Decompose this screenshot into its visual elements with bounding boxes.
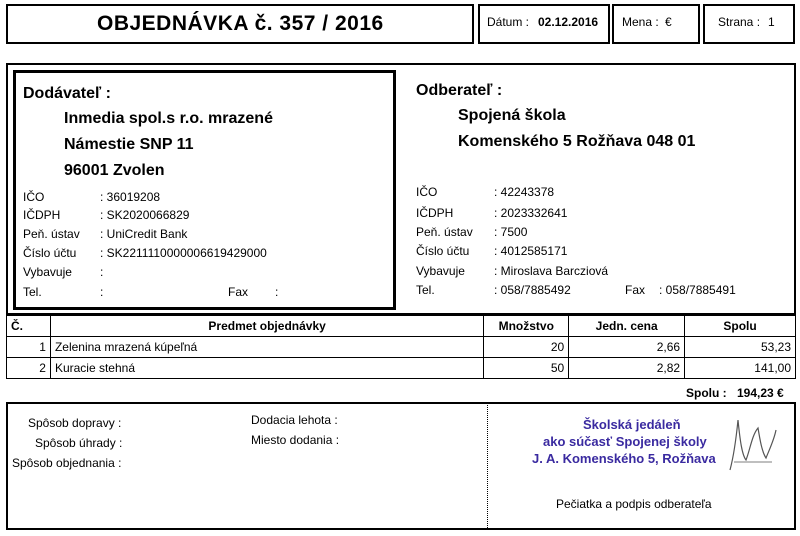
date-value: 02.12.2016 (538, 15, 599, 29)
customer-name: Spojená škola (458, 107, 566, 124)
row-quantity: 50 (484, 358, 569, 379)
customer-ico-value: : 42243378 (494, 185, 555, 199)
table-row (7, 358, 796, 379)
supplier-account-label: Číslo účtu (23, 246, 77, 260)
customer-fax-label: Fax (625, 283, 646, 297)
order-method-label: Spôsob objednania : (12, 456, 122, 470)
customer-account-value: : 4012585171 (494, 244, 568, 258)
row-item: Zelenina mrazená kúpeľná (50, 337, 483, 358)
table-row (7, 337, 796, 358)
customer-address: Komenského 5 Rožňava 048 01 (458, 133, 696, 150)
supplier-fax-label: Fax (228, 285, 249, 299)
sum-value: 194,23 € (737, 386, 784, 400)
supplier-city: 96001 Zvolen (64, 162, 165, 179)
date-label: Dátum : (487, 15, 530, 29)
customer-fax-value: : 058/7885491 (659, 283, 736, 297)
payment-label: Spôsob úhrady : (35, 436, 123, 450)
col-header-total: Spolu (685, 316, 796, 337)
supplier-contact-label: Vybavuje (23, 265, 72, 279)
supplier-tel-value: : (100, 285, 104, 299)
supplier-tel-label: Tel. (23, 285, 42, 299)
supplier-account-value: : SK2211110000006619429000 (100, 246, 267, 260)
supplier-fax-value: : (275, 285, 279, 299)
supplier-ico-value: : 36019208 (100, 190, 161, 204)
delivery-place-label: Miesto dodania : (251, 433, 340, 447)
customer-heading: Odberateľ : (416, 82, 503, 99)
supplier-icdph-value: : SK2020066829 (100, 208, 190, 222)
customer-ico-label: IČO (416, 185, 438, 199)
sum-label: Spolu : (686, 386, 727, 400)
customer-contact-label: Vybavuje (416, 264, 465, 278)
customer-tel-value: : 058/7885492 (494, 283, 571, 297)
col-header-quantity: Množstvo (484, 316, 569, 337)
customer-icdph-label: IČDPH (416, 206, 454, 220)
row-total: 53,23 (685, 337, 796, 358)
currency-value: € (665, 15, 672, 29)
currency-label: Mena : (622, 15, 659, 29)
supplier-bank-label: Peň. ústav (23, 227, 80, 241)
footer-divider (487, 402, 488, 530)
items-table (6, 315, 796, 379)
supplier-icdph-label: IČDPH (23, 208, 61, 222)
row-number: 2 (7, 358, 51, 379)
col-header-unit-price: Jedn. cena (569, 316, 685, 337)
customer-tel-label: Tel. (416, 283, 435, 297)
transport-label: Spôsob dopravy : (28, 416, 122, 430)
row-unit-price: 2,66 (569, 337, 685, 358)
customer-account-label: Číslo účtu (416, 244, 470, 258)
signature-caption: Pečiatka a podpis odberateľa (556, 497, 712, 511)
customer-contact-value: : Miroslava Barcziová (494, 264, 609, 278)
page-label: Strana : (718, 15, 761, 29)
stamp-line-2: ako súčasť Spojenej školy (543, 434, 707, 449)
page-value: 1 (768, 15, 775, 29)
delivery-term-label: Dodacia lehota : (251, 413, 338, 427)
row-quantity: 20 (484, 337, 569, 358)
stamp-line-3: J. A. Komenského 5, Rožňava (532, 451, 716, 466)
supplier-street: Námestie SNP 11 (64, 136, 194, 153)
supplier-contact-value: : (100, 265, 104, 279)
customer-bank-value: : 7500 (494, 225, 528, 239)
col-header-item: Predmet objednávky (50, 316, 483, 337)
document-title: OBJEDNÁVKA č. 357 / 2016 (97, 12, 384, 35)
row-total: 141,00 (685, 358, 796, 379)
row-item: Kuracie stehná (50, 358, 483, 379)
supplier-name: Inmedia spol.s r.o. mrazené (64, 110, 273, 127)
table-header-row (7, 316, 796, 337)
col-header-number: Č. (7, 316, 51, 337)
stamp-line-1: Školská jedáleň (583, 417, 681, 432)
supplier-ico-label: IČO (23, 190, 45, 204)
row-unit-price: 2,82 (569, 358, 685, 379)
customer-bank-label: Peň. ústav (416, 225, 473, 239)
customer-icdph-value: : 2023332641 (494, 206, 568, 220)
signature-mark (700, 400, 780, 490)
row-number: 1 (7, 337, 51, 358)
supplier-heading: Dodávateľ : (23, 85, 111, 102)
supplier-bank-value: : UniCredit Bank (100, 227, 188, 241)
